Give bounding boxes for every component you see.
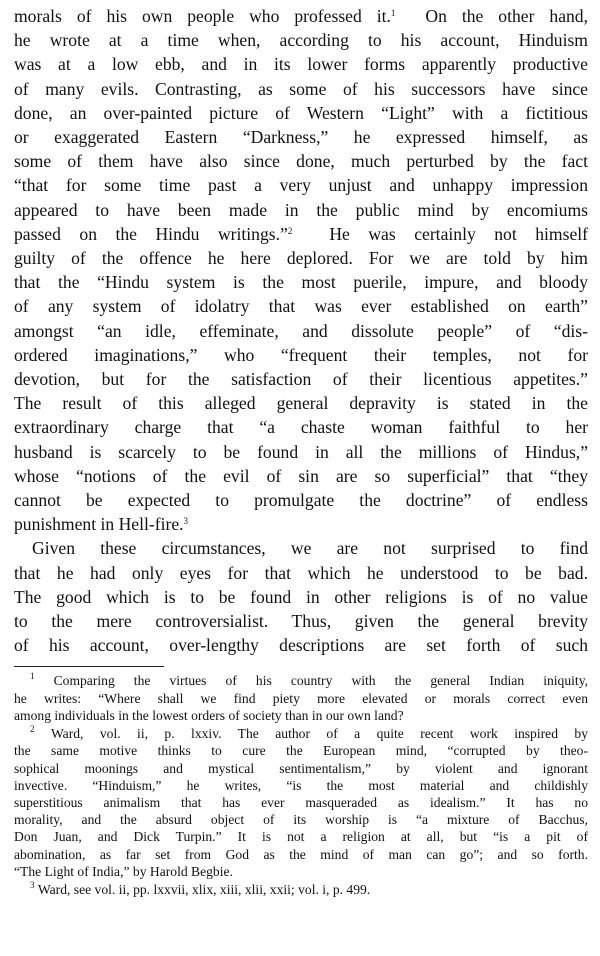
footnote-ref-1: 1 (390, 8, 396, 18)
footnote-ref-3: 3 (183, 516, 189, 527)
footnote-line: he writes: “Where shall we find piety more elevated or morals correct even (14, 690, 588, 706)
text-line: punishment in Hell-fire.$^3$ (14, 514, 189, 535)
footnote-line: $^3$ Ward, see vol. ii, pp. lxxvii, xlix, xiii, xlii, xxii; vol. i, p. 499. (30, 879, 371, 897)
text-line: appeared to have been made in the public mind by encomiums (14, 199, 588, 220)
text-line: to the mere controversialist. Thus, given the general brevity (14, 611, 588, 632)
footnotes (14, 672, 588, 898)
footnote-line: superstitious animalism that has ever masqueraded as idealism.” It has no (14, 794, 588, 810)
text-line: of his account, over-lengthy descriptions are set forth of such (14, 635, 588, 656)
text-line: The good which is to be found in other religions is of no value (14, 586, 588, 607)
text-line: he wrote at a time when, according to his account, Hinduism (14, 30, 588, 51)
footnote-2 (14, 725, 588, 880)
text-line: devotion, but for the satisfaction of their licentious appetites.” (14, 369, 588, 390)
text-line: amongst “an idle, effeminate, and dissolute people” of “dis- (14, 320, 588, 341)
footnote-line: Don Juan, and Dick Turpin.” It is not a religion at all, but “is a pit of (14, 829, 588, 845)
footnote-ref-2: 2 (287, 225, 293, 236)
footnote-line: morality, and the absurd object of its worship is “a mixture of Bacchus, (14, 812, 588, 828)
text-line: cannot be expected to promulgate the doctrine” of endless (14, 490, 588, 511)
text-line: or exaggerated Eastern “Darkness,” he expressed himself, as (14, 127, 588, 148)
footnote-line: the same motive thinks to cure the European mind, “corrupted by theo- (14, 743, 588, 759)
footnote-line: “The Light of India,” by Harold Begbie. (14, 863, 233, 879)
text-line: morals of his own people who professed it.$^1$ On the other hand, (14, 6, 588, 26)
text-line: The result of this alleged general depravity is stated in the (14, 393, 588, 414)
text-line: done, an over-painted picture of Western “Light” with a fictitious (14, 102, 588, 123)
text-line: husband is scarcely to be found in all the millions of Hindus,” (14, 441, 588, 462)
text-line: that the “Hindu system is the most puerile, impure, and bloody (14, 272, 588, 293)
text-line: of any system of idolatry that was ever established on earth” (14, 296, 588, 317)
text-line: that he had only eyes for that which he understood to be bad. (14, 562, 588, 583)
text-line: ordered imaginations,” who “frequent their temples, not for (14, 344, 588, 365)
footnote-1 (14, 672, 588, 724)
footnote-divider (14, 666, 164, 667)
text-line: whose “notions of the evil of sin are so superficial” that “they (14, 465, 588, 486)
main-text (14, 4, 588, 657)
text-line: was at a low ebb, and in its lower forms apparently productive (14, 54, 588, 75)
text-line: passed on the Hindu writings.”$^2$ He was certainly not himself (14, 223, 588, 244)
text-line: guilty of the offence he here deplored. For we are told by him (14, 248, 588, 269)
text-line: Given these circumstances, we are not surprised to find (32, 538, 588, 559)
footnote-line: abomination, as far set from God as the mind of man can go”; and so forth. (14, 846, 588, 862)
footnote-line: $^1$ Comparing the virtues of his country with the general Indian iniquity, (30, 671, 589, 689)
text-line: of many evils. Contrasting, as some of his successors have since (14, 78, 588, 99)
footnote-line: sophical moonings and mystical sentimentalism,” by violent and ignorant (14, 760, 588, 776)
footnote-line: invective. “Hinduism,” he writes, “is the most material and childishly (14, 777, 588, 793)
text-line: extraordinary charge that “a chaste woman faithful to her (14, 417, 588, 438)
book-page (14, 4, 588, 899)
text-line: “that for some time past a very unjust and unhappy impression (14, 175, 588, 196)
footnote-line: $^2$ Ward, vol. ii, p. lxxiv. The author of a quite recent work inspired by (30, 724, 589, 742)
text-line: some of them have also since done, much perturbed by the fact (14, 151, 588, 172)
footnote-line: among individuals in the lowest orders of society than in our own land? (14, 707, 404, 723)
footnote-3 (14, 881, 588, 898)
